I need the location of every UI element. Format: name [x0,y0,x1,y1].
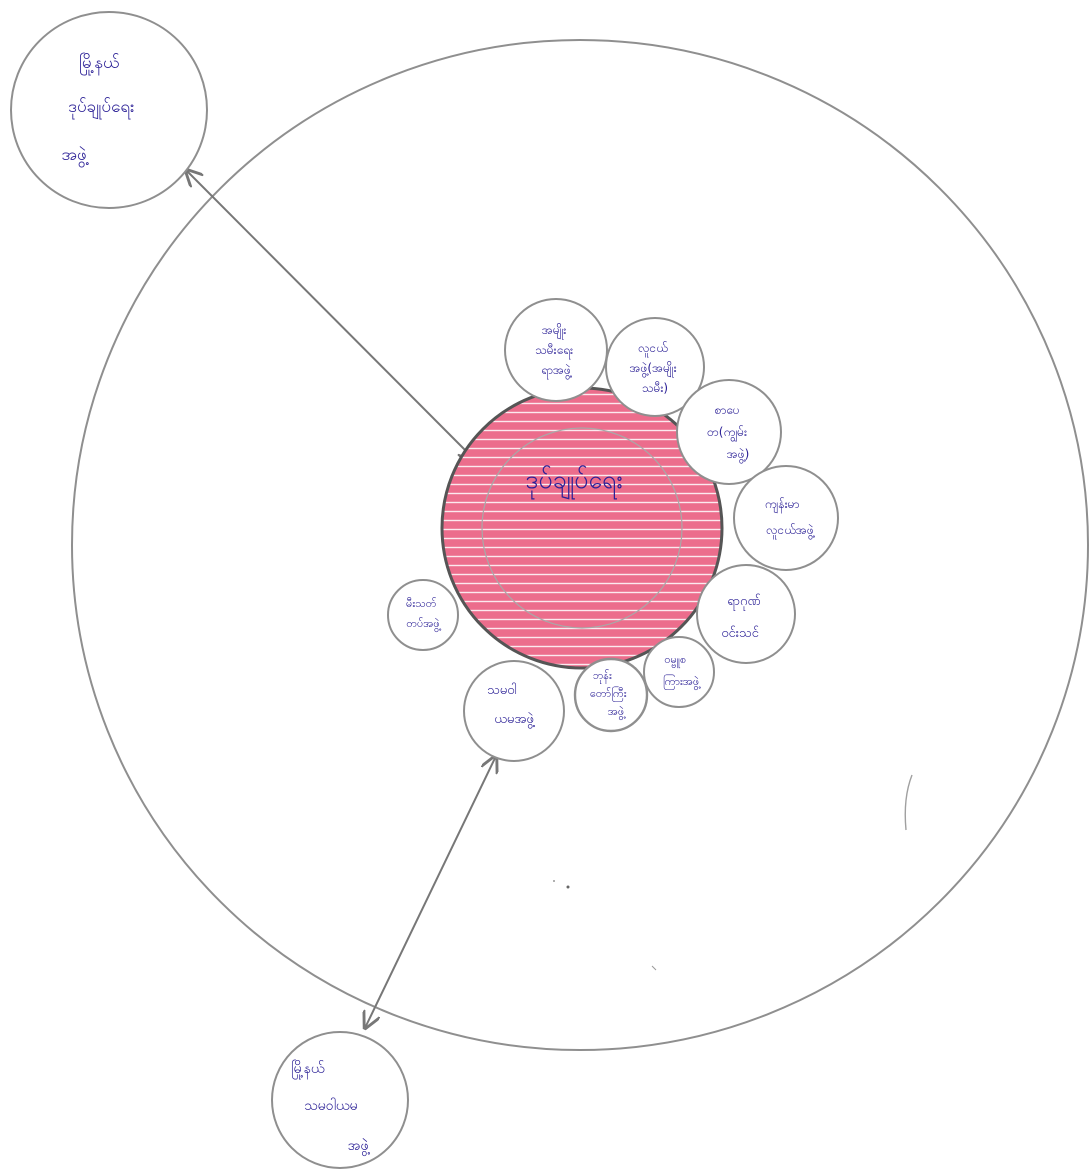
pencil-dot [553,880,555,882]
central-label: ဒုပ်ချုပ်ရေး [525,465,623,494]
satellite-9-line-2: တပ်အဖွဲ့ [406,617,440,630]
satellite-organization [388,580,458,650]
satellite-6-line-1: ဝမ္ဗူစ [664,653,687,666]
satellite-5-line-2: ဝင်းသင် [721,626,759,641]
pencil-dot [567,886,570,889]
arrow-top-to-center [186,170,475,460]
township-cooperative-line-1: မြို့နယ် [291,1061,325,1077]
satellite-organization [644,637,714,707]
satellite-9-line-1: မီးသတ် [406,597,437,610]
pencil-mark [652,966,656,970]
satellite-1-line-3: ရာအဖွဲ့ [541,363,571,377]
satellite-5-line-1: ရာဂုဏ် [727,594,761,609]
township-cooperative-line-2: သမဝါယမ [304,1098,358,1114]
satellite-organization [505,299,607,401]
satellite-organization [575,659,647,731]
satellite-8-line-1: သမဝါ [487,683,517,698]
satellite-7-line-2: တော်ကြီး [589,687,627,700]
township-administration-line-1: မြို့နယ် [79,53,120,73]
satellite-7-line-3: အဖွဲ့ [607,705,625,718]
satellite-7-line-1: ဘုန်း [592,669,612,682]
satellite-1-line-1: အမျိုး [541,323,567,337]
satellite-4-line-1: ကျန်းမာ [764,497,800,511]
satellite-organization [677,380,781,484]
township-cooperative-node [272,1032,408,1168]
arrow-bottom-to-cooperative [365,756,496,1028]
satellite-8-line-2: ယမအဖွဲ့ [494,712,534,727]
satellite-2-line-2: အဖွဲ့(အမျိုး [629,361,677,375]
township-administration-line-2: ဒုပ်ချုပ်ရေး [68,97,135,117]
satellite-organization [734,466,838,570]
satellite-3-line-2: တ(ကျွမ်း [707,425,748,439]
satellite-6-line-2: ကြားအဖွဲ့ [662,675,700,688]
satellite-2-line-3: သမီး) [641,381,669,395]
township-administration-line-3: အဖွဲ့ [61,145,87,165]
satellite-organization [464,661,564,761]
satellite-4-line-2: လူငယ်အဖွဲ့ [766,523,814,537]
satellite-organization [697,565,795,663]
satellite-1-line-2: သမီးရေး [535,343,574,357]
pencil-mark [905,775,912,830]
township-administration-node [11,12,207,208]
satellite-2-line-1: လူငယ် [638,341,668,355]
satellite-3-line-3: အဖွဲ့) [726,447,750,461]
township-cooperative-line-3: အဖွဲ့ [347,1138,369,1154]
satellite-3-line-1: စာပေ [714,403,740,417]
